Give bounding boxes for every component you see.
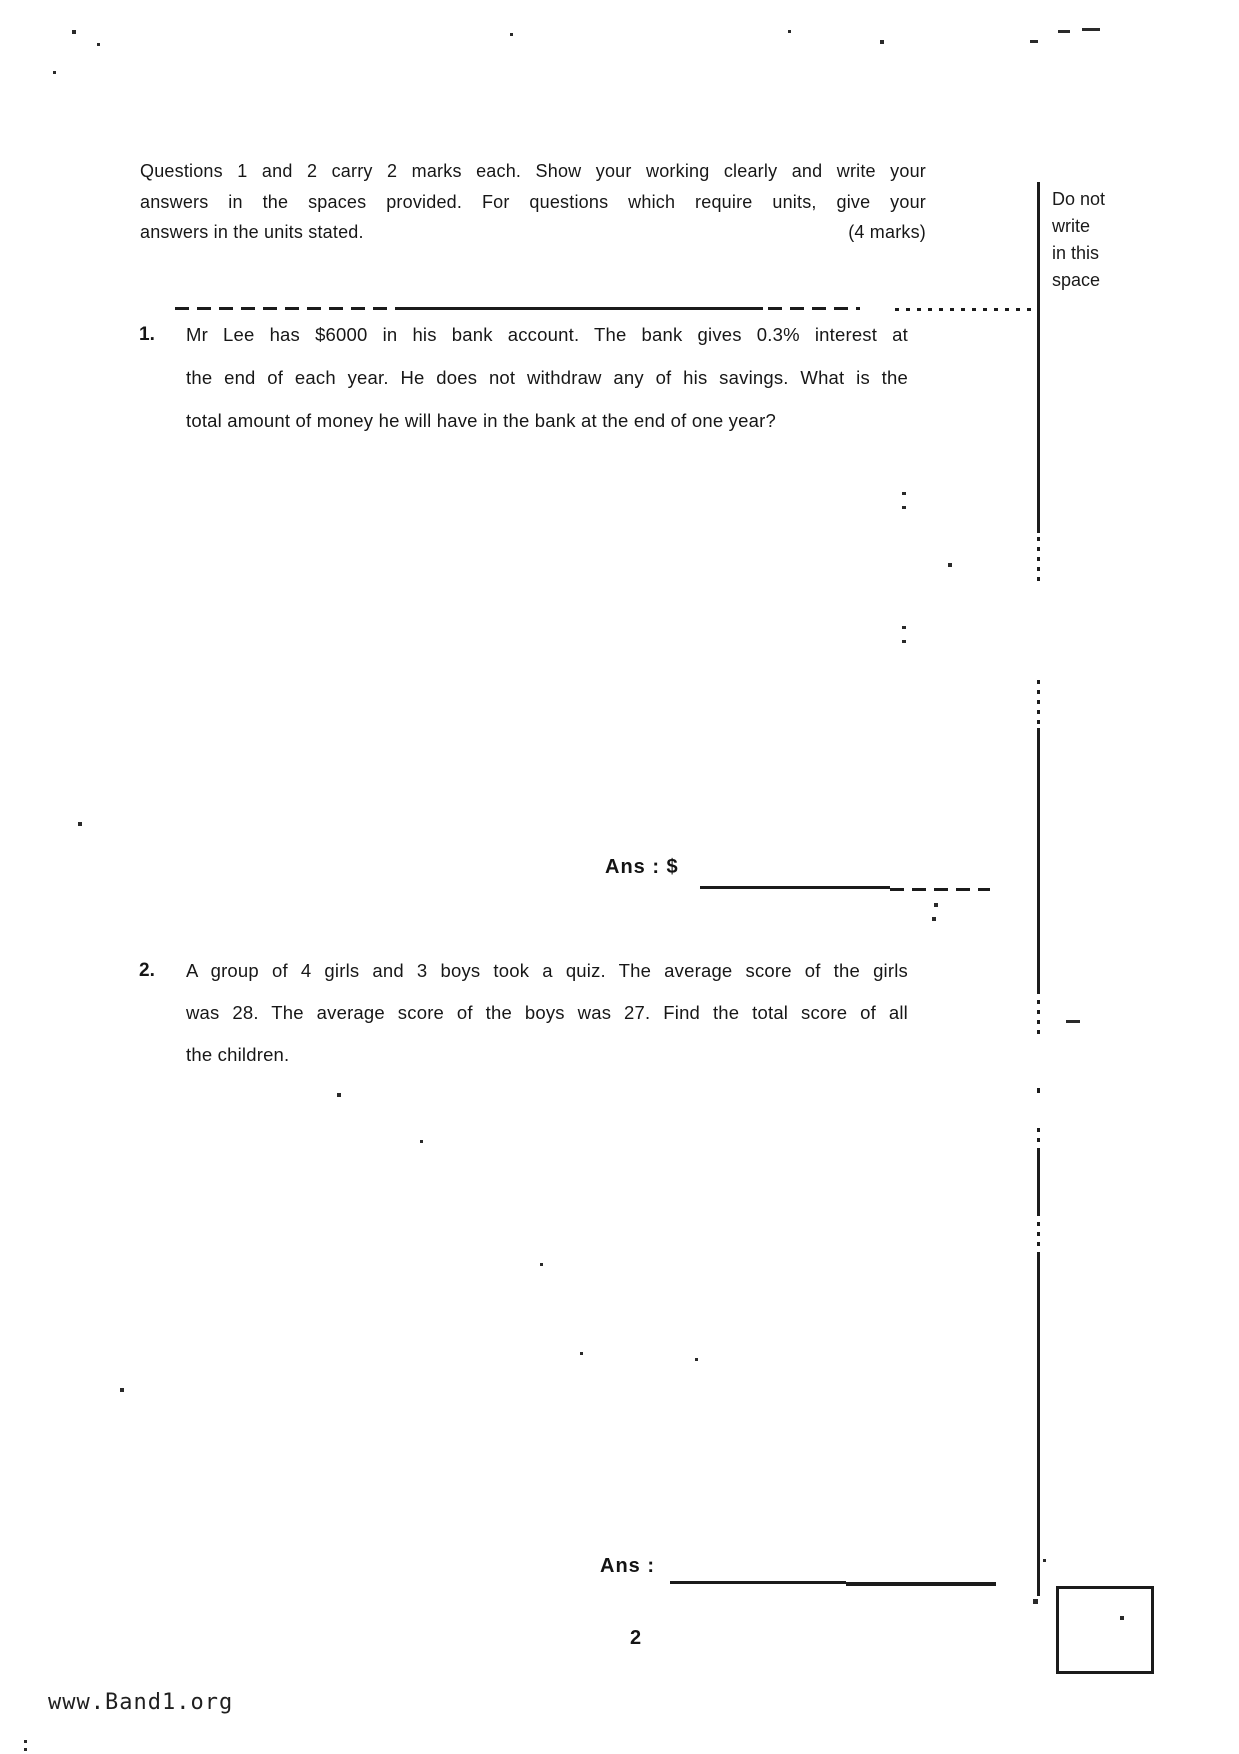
margin-rule-segment [1037, 1150, 1040, 1212]
question-1-line-3: total amount of money he will have in the bank at the end of one year? [186, 410, 776, 431]
noise-speck [902, 640, 906, 643]
header-separator [405, 307, 763, 310]
question-1-answer-line [890, 888, 990, 891]
noise-speck [72, 30, 76, 34]
noise-speck [1033, 1599, 1038, 1604]
question-1-answer-label: Ans : $ [605, 856, 679, 878]
do-not-write-note [1052, 186, 1142, 294]
noise-speck [580, 1352, 583, 1355]
question-2-answer-line [670, 1581, 846, 1584]
question-1-line-2: the end of each year. He does not withdraw any of his savings. What is the [186, 367, 908, 388]
question-1-line-1: Mr Lee has $6000 in his bank account. The bank gives 0.3% interest at [186, 324, 908, 345]
question-1-number: 1. [139, 324, 155, 345]
noise-speck [510, 33, 513, 36]
margin-rule-segment [1037, 537, 1040, 585]
noise-speck [934, 903, 938, 907]
noise-speck [932, 917, 936, 921]
question-2-line-3: the children. [186, 1044, 290, 1065]
margin-rule-segment [1037, 990, 1040, 1040]
margin-note-line: in this [1052, 243, 1100, 263]
margin-rule-segment [1037, 1088, 1040, 1093]
margin-rule-segment [1037, 182, 1040, 533]
noise-speck [1030, 40, 1038, 43]
instructions-line-3-text: answers in the units stated. [140, 222, 364, 242]
noise-speck [1066, 1020, 1080, 1023]
instructions-marks: (4 marks) [848, 222, 926, 242]
noise-speck [902, 506, 906, 509]
margin-rule-segment [1037, 1256, 1040, 1596]
noise-speck [97, 43, 100, 46]
margin-note-line: write [1052, 216, 1091, 236]
noise-speck [53, 71, 56, 74]
question-1-answer-line [700, 886, 890, 889]
margin-rule-segment [1037, 728, 1040, 990]
noise-speck [1082, 28, 1100, 31]
noise-speck [880, 40, 884, 44]
marks-box [1056, 1586, 1154, 1674]
noise-speck [1120, 1616, 1124, 1620]
noise-speck [120, 1388, 124, 1392]
margin-note-line: Do not [1052, 189, 1106, 209]
noise-speck [24, 1748, 27, 1751]
noise-speck [902, 626, 906, 629]
header-separator [175, 307, 405, 310]
question-2-answer-label: Ans : [600, 1555, 655, 1577]
noise-speck [337, 1093, 341, 1097]
watermark-url: www.Band1.org [48, 1690, 234, 1715]
noise-speck [420, 1140, 423, 1143]
noise-speck [695, 1358, 698, 1361]
noise-speck [948, 563, 952, 567]
instructions-line-2: answers in the spaces provided. For questions which require units, give your [140, 192, 926, 212]
question-2-answer-line [846, 1582, 996, 1586]
margin-note-line: space [1052, 270, 1101, 290]
question-2-line-2: was 28. The average score of the boys was 27. Find the total score of all [186, 1002, 908, 1023]
noise-speck [78, 822, 82, 826]
noise-speck [1043, 1559, 1046, 1562]
instructions-line-1: Questions 1 and 2 carry 2 marks each. Show your working clearly and write your [140, 161, 926, 181]
page-number: 2 [630, 1627, 642, 1649]
noise-speck [902, 492, 906, 495]
margin-rule-segment [1037, 1212, 1040, 1256]
header-separator [768, 307, 860, 310]
question-2-number: 2. [139, 960, 155, 981]
noise-speck [1058, 30, 1070, 33]
instructions-line-3 [140, 222, 926, 243]
header-separator [895, 308, 1033, 311]
margin-rule-segment [1037, 680, 1040, 727]
noise-speck [788, 30, 791, 33]
noise-speck [540, 1263, 543, 1266]
question-2-line-1: A group of 4 girls and 3 boys took a quiz. The average score of the girls [186, 960, 908, 981]
margin-rule-segment [1037, 1128, 1040, 1150]
noise-speck [24, 1740, 27, 1743]
